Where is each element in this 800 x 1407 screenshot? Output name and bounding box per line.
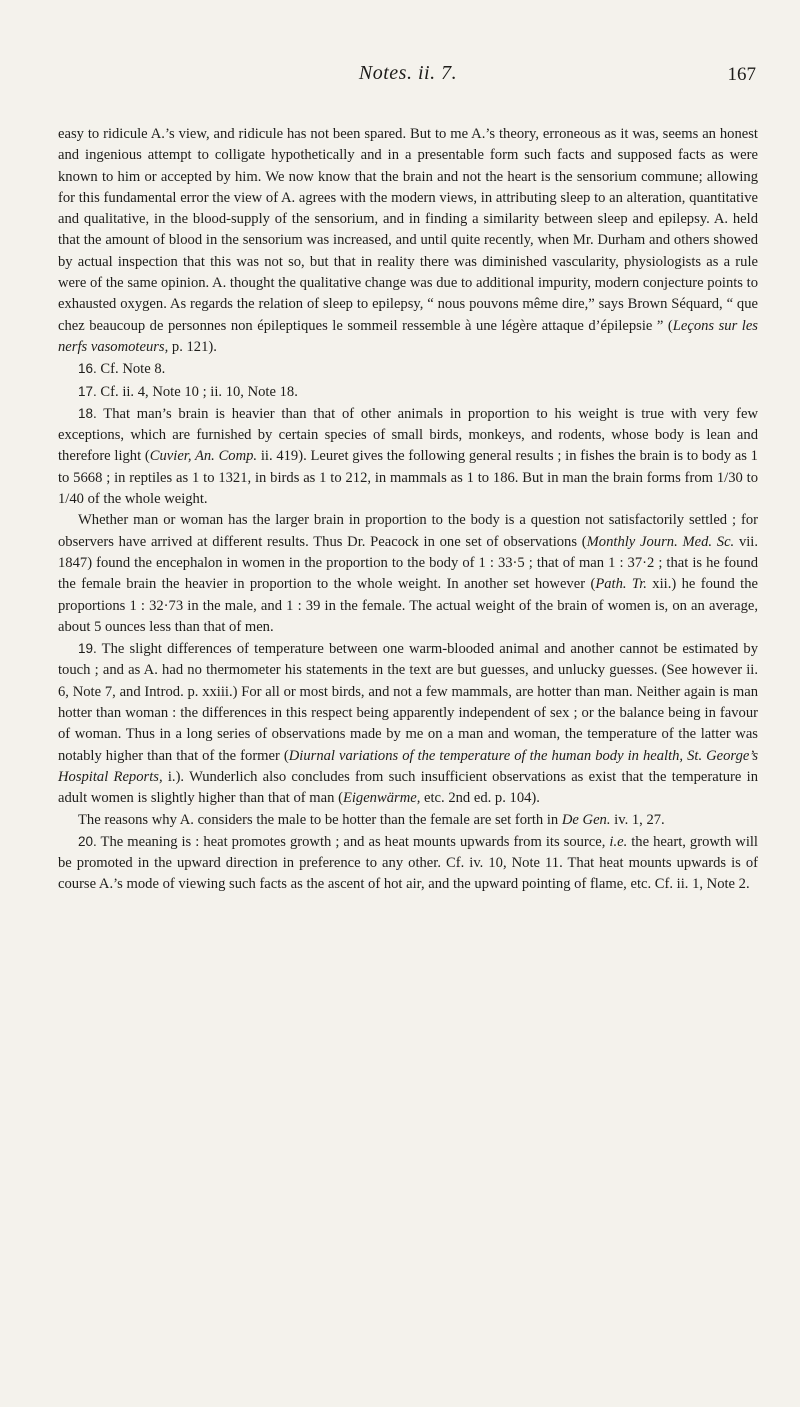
note-text: The meaning is : heat promotes growth ; and as heat mounts upwards from its source, [96,833,610,850]
citation: Leçons sur les nerfs vasomoteurs, [58,317,758,355]
note-text: Cf. Note 8. [96,361,166,378]
note-text: Whether man or woman has the larger brain in proportion to the body is a question not satisfactorily settled ; for observers have arrived at different results. Thus Dr. Peacock in one set of observations ( [58,512,758,550]
running-title: Notes. ii. 7. [358,62,458,84]
note-19-paragraph-2 [58,810,758,831]
note-20 [58,831,758,896]
abbreviation: i.e. [609,833,628,850]
citation: Diurnal variations of the temperature of the human body in health, St. George’s Hospital Reports, [58,747,759,785]
note-text: Cf. ii. 4, Note 10 ; ii. 10, Note 18. [96,383,298,400]
note-19 [58,638,758,809]
note-text: the heart, growth will be promoted in the upward direction in preference to any other. Cf. iv. 10, Note 11. That heat mounts upwards is of course A.’s mode of viewing such facts as the ascent of hot air, and the upward pointing of flame, etc. Cf. ii. 1, Note 2. [58,833,758,893]
note-text: ii. 419). Leuret gives the following general results ; in fishes the brain is to body as 1 to 5668 ; in reptiles as 1 to 1321, in birds as 1 to 212, in mammals as 1 to 186. But in man the brain forms from 1/30 to 1/40 of the whole weight. [58,448,758,508]
citation: Cuvier, An. Comp. [149,448,258,465]
note-text: etc. 2nd ed. p. 104). [420,790,540,807]
continued-paragraph [58,124,758,358]
note-18 [58,403,758,510]
note-17 [58,381,758,403]
note-text: vii. 1847) found the encephalon in women in the proportion to the body of 1 : 33·5 ; that of man 1 : 37·2 ; that is he found the female brain the heavier in proportion to the whole weight. In another set however ( [58,533,758,593]
paragraph-text: easy to ridicule A.’s view, and ridicule has not been spared. But to me A.’s theory, erroneous as it was, seems an honest and ingenious attempt to colligate hypothetically and in a presentable form such facts and supposed facts as were known to him or accepted by him. We now know that the brain and not the heart is the sensorium commune; allowing for this fundamental error the view of A. agrees with the modern views, in attributing sleep to an alteration, quantitative and qualitative, in the blood-supply of the sensorium, and in finding a similarity between sleep and epilepsy. A. held that the amount of blood in the sensorium was increased, and until quite recently, when Mr. Durham and others showed by actual inspection that this was not so, but that in reality there was diminished vascularity, physiologists as a rule were of the same opinion. A. thought the qualitative change was due to additional impurity, modern conjecture points to exhausted oxygen. As regards the relation of sleep to epilepsy, “ nous pouvons même dire,” says Brown Séquard, “ que chez beaucoup de personnes non épileptiques le sommeil ressemble à une légère attaque d’épilepsie ” ( [58,126,758,334]
note-text: The slight differences of temperature between one warm-blooded animal and another cannot be estimated by touch ; and as A. had no thermometer his statements in the text are but guesses, and unlucky guesses. (See however ii. 6, Note 7, and Introd. p. xxiii.) For all or most birds, and not a few mammals, are hotter than man. Neither again is man hotter than woman : the differences in this respect being apparently independent of sex ; or the balance being in favour of woman. Thus in a long series of observations made by me on a man and woman, the temperature of the latter was notably higher than that of the former ( [58,641,758,764]
citation: De Gen. [561,811,611,828]
note-18-paragraph-2 [58,510,758,638]
note-text: iv. 1, 27. [610,811,665,828]
note-number: 18. [78,405,97,421]
note-text: The reasons why A. considers the male to be hotter than the female are set forth in [78,811,562,828]
note-number: 16. [78,361,97,377]
citation: Eigenwärme, [342,790,421,807]
citation: Path. Tr. [595,576,647,593]
notes-text [58,124,758,896]
paragraph-text: p. 121). [168,338,217,355]
running-head [58,62,758,92]
note-text: i.). Wunderlich also concludes from such insufficient observations as exist that the temperature in adult women is slightly higher than that of man ( [58,768,758,807]
note-number: 17. [78,383,97,399]
note-number: 19. [78,641,97,657]
note-text: xii.) he found the proportions 1 : 32·73 in the male, and 1 : 39 in the female. The actual weight of the brain of women is, on an average, about 5 ounces less than that of men. [58,576,758,635]
page-number: 167 [727,64,756,85]
note-16 [58,358,758,380]
note-number: 20. [78,833,97,849]
citation: Monthly Journ. Med. Sc. [586,533,735,550]
note-text: That man’s brain is heavier than that of other animals in proportion to his weight is true with very few exceptions, which are furnished by certain species of small birds, monkeys, and rodents, whose body is lean and therefore light ( [58,405,758,465]
